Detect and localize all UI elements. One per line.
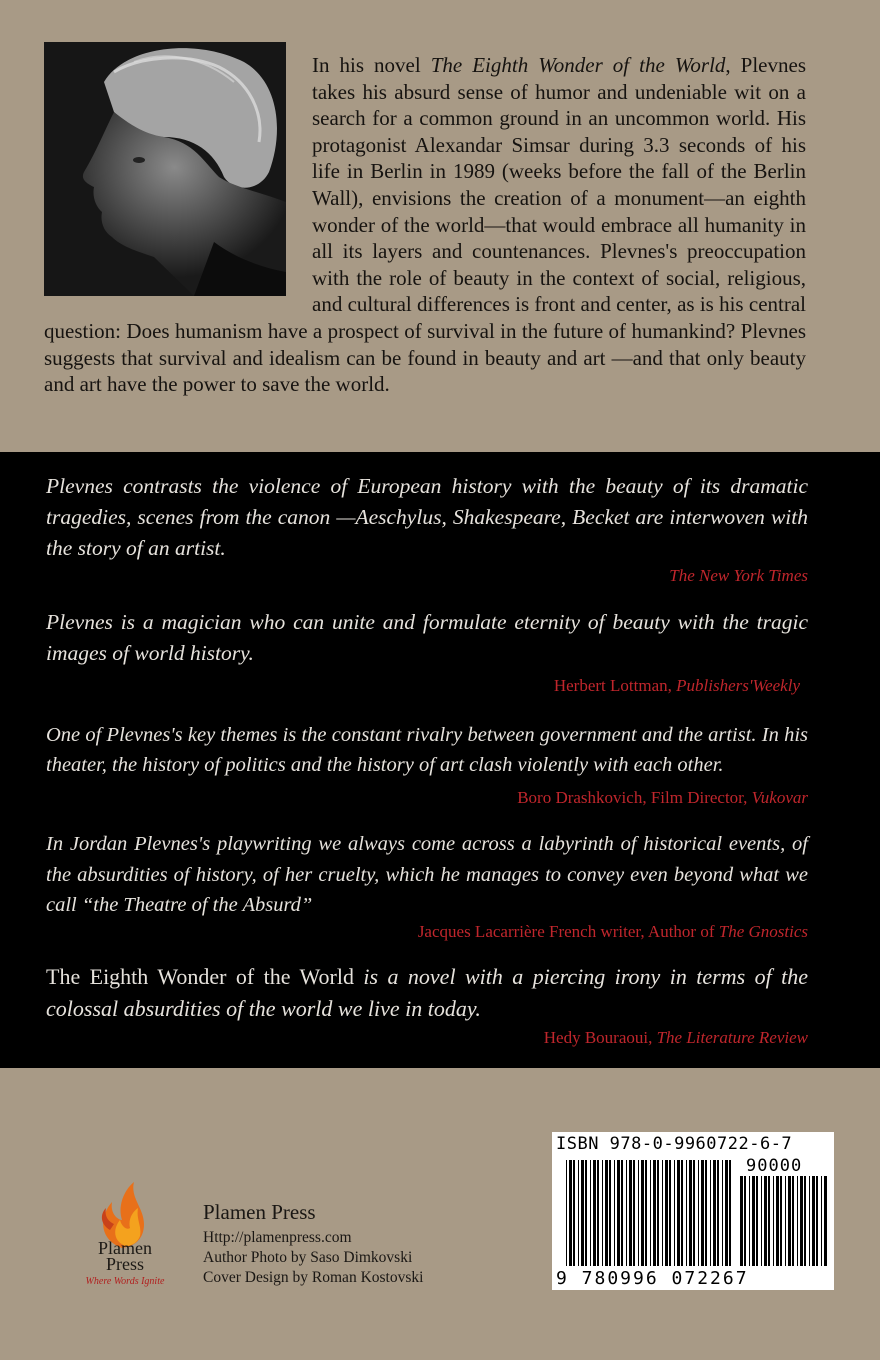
barcode-bar	[752, 1176, 755, 1266]
barcode-bar	[749, 1176, 750, 1266]
barcode-bar	[705, 1160, 707, 1266]
blurb-section	[0, 0, 880, 452]
barcode-bar	[665, 1160, 668, 1266]
description-body: , Plevnes takes his absurd sense of humor and undeniable wit on a search for a common ground in an uncommon world. His protagonist Alexandar Simsar during 3.3 seconds of his life in Berlin in 1989 (weeks before the fall of the Berlin Wall), envisions the creation of a monument—an eighth wonder of the world—that would embrace all humanity in all its layers and countenances. Plevnes's preoccupation with the role of beauty in the context of social, religious, and cultural differences is front and center, as is his central question: Does humanism have a prospect of survival in the future of humankind? Plevnes suggests that survival and idealism can be found in beauty and art —and that only beauty and art have the power to save the world.	[44, 53, 806, 397]
barcode-bar	[744, 1176, 746, 1266]
isbn-text: ISBN 978-0-9960722-6-7	[556, 1134, 793, 1154]
review-attribution-2	[554, 676, 800, 696]
review-attribution-1-pub: The New York Times	[669, 566, 808, 585]
review-quote-1: Plevnes contrasts the violence of European history with the beauty of its dramatic tragedies, scenes from the canon —Aeschylus, Shakespeare, Becket are interwoven with the story of an artist.	[46, 474, 808, 560]
publisher-info	[203, 1200, 423, 1288]
barcode-bar	[638, 1160, 639, 1266]
barcode-bar	[717, 1160, 719, 1266]
barcode-bar	[605, 1160, 608, 1266]
barcode-bar	[689, 1160, 692, 1266]
barcode-bar	[578, 1160, 579, 1266]
barcode-bar	[710, 1160, 711, 1266]
review-attribution-3-pub: Vukovar	[751, 788, 808, 807]
barcode-bar	[681, 1160, 683, 1266]
review-attribution-5-source: Hedy Bouraoui,	[543, 1028, 657, 1047]
barcode-bar	[776, 1176, 779, 1266]
barcode-bar	[597, 1160, 599, 1266]
barcode-bar	[792, 1176, 794, 1266]
publisher-name: Plamen Press	[203, 1200, 316, 1224]
barcode-bar	[609, 1160, 611, 1266]
review-quote-4: In Jordan Plevnes's playwriting we always come across a labyrinth of historical events, of the absurdities of history, of her cruelty, which he manages to convey even beyond what we call “the Theatre of the Absurd”	[46, 833, 808, 916]
barcode-bar	[602, 1160, 603, 1266]
barcode-bar	[573, 1160, 575, 1266]
photo-wrap-space	[44, 52, 312, 304]
photo-credit: Author Photo by Saso Dimkovski	[203, 1249, 413, 1266]
review-attribution-2-pub: Publishers'Weekly	[676, 676, 800, 695]
ean-number: 9 780996 072267	[556, 1268, 749, 1289]
barcode-bar	[698, 1160, 699, 1266]
barcode-bar	[593, 1160, 596, 1266]
barcode-bar	[740, 1176, 743, 1266]
barcode-bar	[662, 1160, 663, 1266]
review-attribution-4-pub: The Gnostics	[718, 922, 808, 941]
barcode-bar	[816, 1176, 818, 1266]
publisher-url: Http://plamenpress.com	[203, 1229, 352, 1246]
barcode-bar	[797, 1176, 798, 1266]
barcode-bar	[677, 1160, 680, 1266]
barcode-bar	[701, 1160, 704, 1266]
barcode-bar	[804, 1176, 806, 1266]
review-quote-5	[46, 961, 808, 1025]
barcode-bar	[650, 1160, 651, 1266]
barcode-bar	[725, 1160, 728, 1266]
barcode-bar	[614, 1160, 615, 1266]
barcode-bar	[824, 1176, 827, 1266]
barcode-bar	[713, 1160, 716, 1266]
barcode-bar	[629, 1160, 632, 1266]
book-description	[44, 52, 806, 398]
barcode-bar	[800, 1176, 803, 1266]
barcode-bar	[581, 1160, 584, 1266]
price-code: 90000	[746, 1156, 803, 1176]
review-attribution-4-source: Jacques Lacarrière French writer, Author of	[417, 922, 719, 941]
barcode-bar	[764, 1176, 767, 1266]
review-attribution-5-pub: The Literature Review	[656, 1028, 808, 1047]
barcode-bar	[821, 1176, 822, 1266]
logo-wordmark-line-2: Press	[105, 1254, 144, 1274]
barcode-bar	[633, 1160, 635, 1266]
logo-wordmark-line-1: Plamen	[98, 1238, 152, 1258]
barcode-bar	[626, 1160, 627, 1266]
barcode-bar	[686, 1160, 687, 1266]
barcode-bar	[761, 1176, 762, 1266]
barcode-bar	[585, 1160, 587, 1266]
review-quote-5-text: is a novel with a piercing irony in terms of the colossal absurdities of the world we live in today.	[46, 964, 808, 1021]
barcode-bar	[773, 1176, 774, 1266]
review-attribution-3	[517, 788, 808, 808]
logo-tagline: Where Words Ignite	[85, 1276, 165, 1287]
barcode-bar	[812, 1176, 815, 1266]
barcode-bar	[621, 1160, 623, 1266]
review-attribution-4	[418, 922, 808, 942]
barcode-bar	[809, 1176, 810, 1266]
barcode-bar	[657, 1160, 659, 1266]
review-quote-5-title: The Eighth Wonder of the World	[46, 964, 354, 989]
barcode-bar	[756, 1176, 758, 1266]
design-credit: Cover Design by Roman Kostovski	[203, 1269, 424, 1286]
barcode-bar	[617, 1160, 620, 1266]
barcode-bar	[569, 1160, 572, 1266]
barcode-bar	[653, 1160, 656, 1266]
barcode-bar	[566, 1160, 567, 1266]
barcode-bar	[722, 1160, 723, 1266]
description-book-title: The Eighth Wonder of the World	[430, 53, 726, 77]
review-quote-2: Plevnes is a magician who can unite and formulate eternity of beauty with the tragic images of world history.	[46, 610, 808, 665]
barcode-bar	[693, 1160, 695, 1266]
barcode-bar	[780, 1176, 782, 1266]
barcode-bar	[788, 1176, 791, 1266]
barcode-bar	[645, 1160, 647, 1266]
barcode-bar	[590, 1160, 591, 1266]
barcode-bar	[768, 1176, 770, 1266]
review-attribution-3-source: Boro Drashkovich, Film Director,	[517, 788, 752, 807]
review-attribution-5	[544, 1028, 808, 1048]
review-quote-3: One of Plevnes's key themes is the constant rivalry between government and the artist. In his theater, the history of politics and the history of art clash violently with each other.	[46, 724, 808, 776]
review-attribution-1	[669, 566, 808, 586]
barcode-bar	[785, 1176, 786, 1266]
barcode-bar	[669, 1160, 671, 1266]
logo-wordmark	[72, 1240, 178, 1272]
barcode-bar	[729, 1160, 731, 1266]
description-intro: In his novel	[312, 53, 431, 77]
barcode-bar	[674, 1160, 675, 1266]
review-attribution-2-source: Herbert Lottman,	[553, 676, 677, 695]
barcode-bar	[641, 1160, 644, 1266]
